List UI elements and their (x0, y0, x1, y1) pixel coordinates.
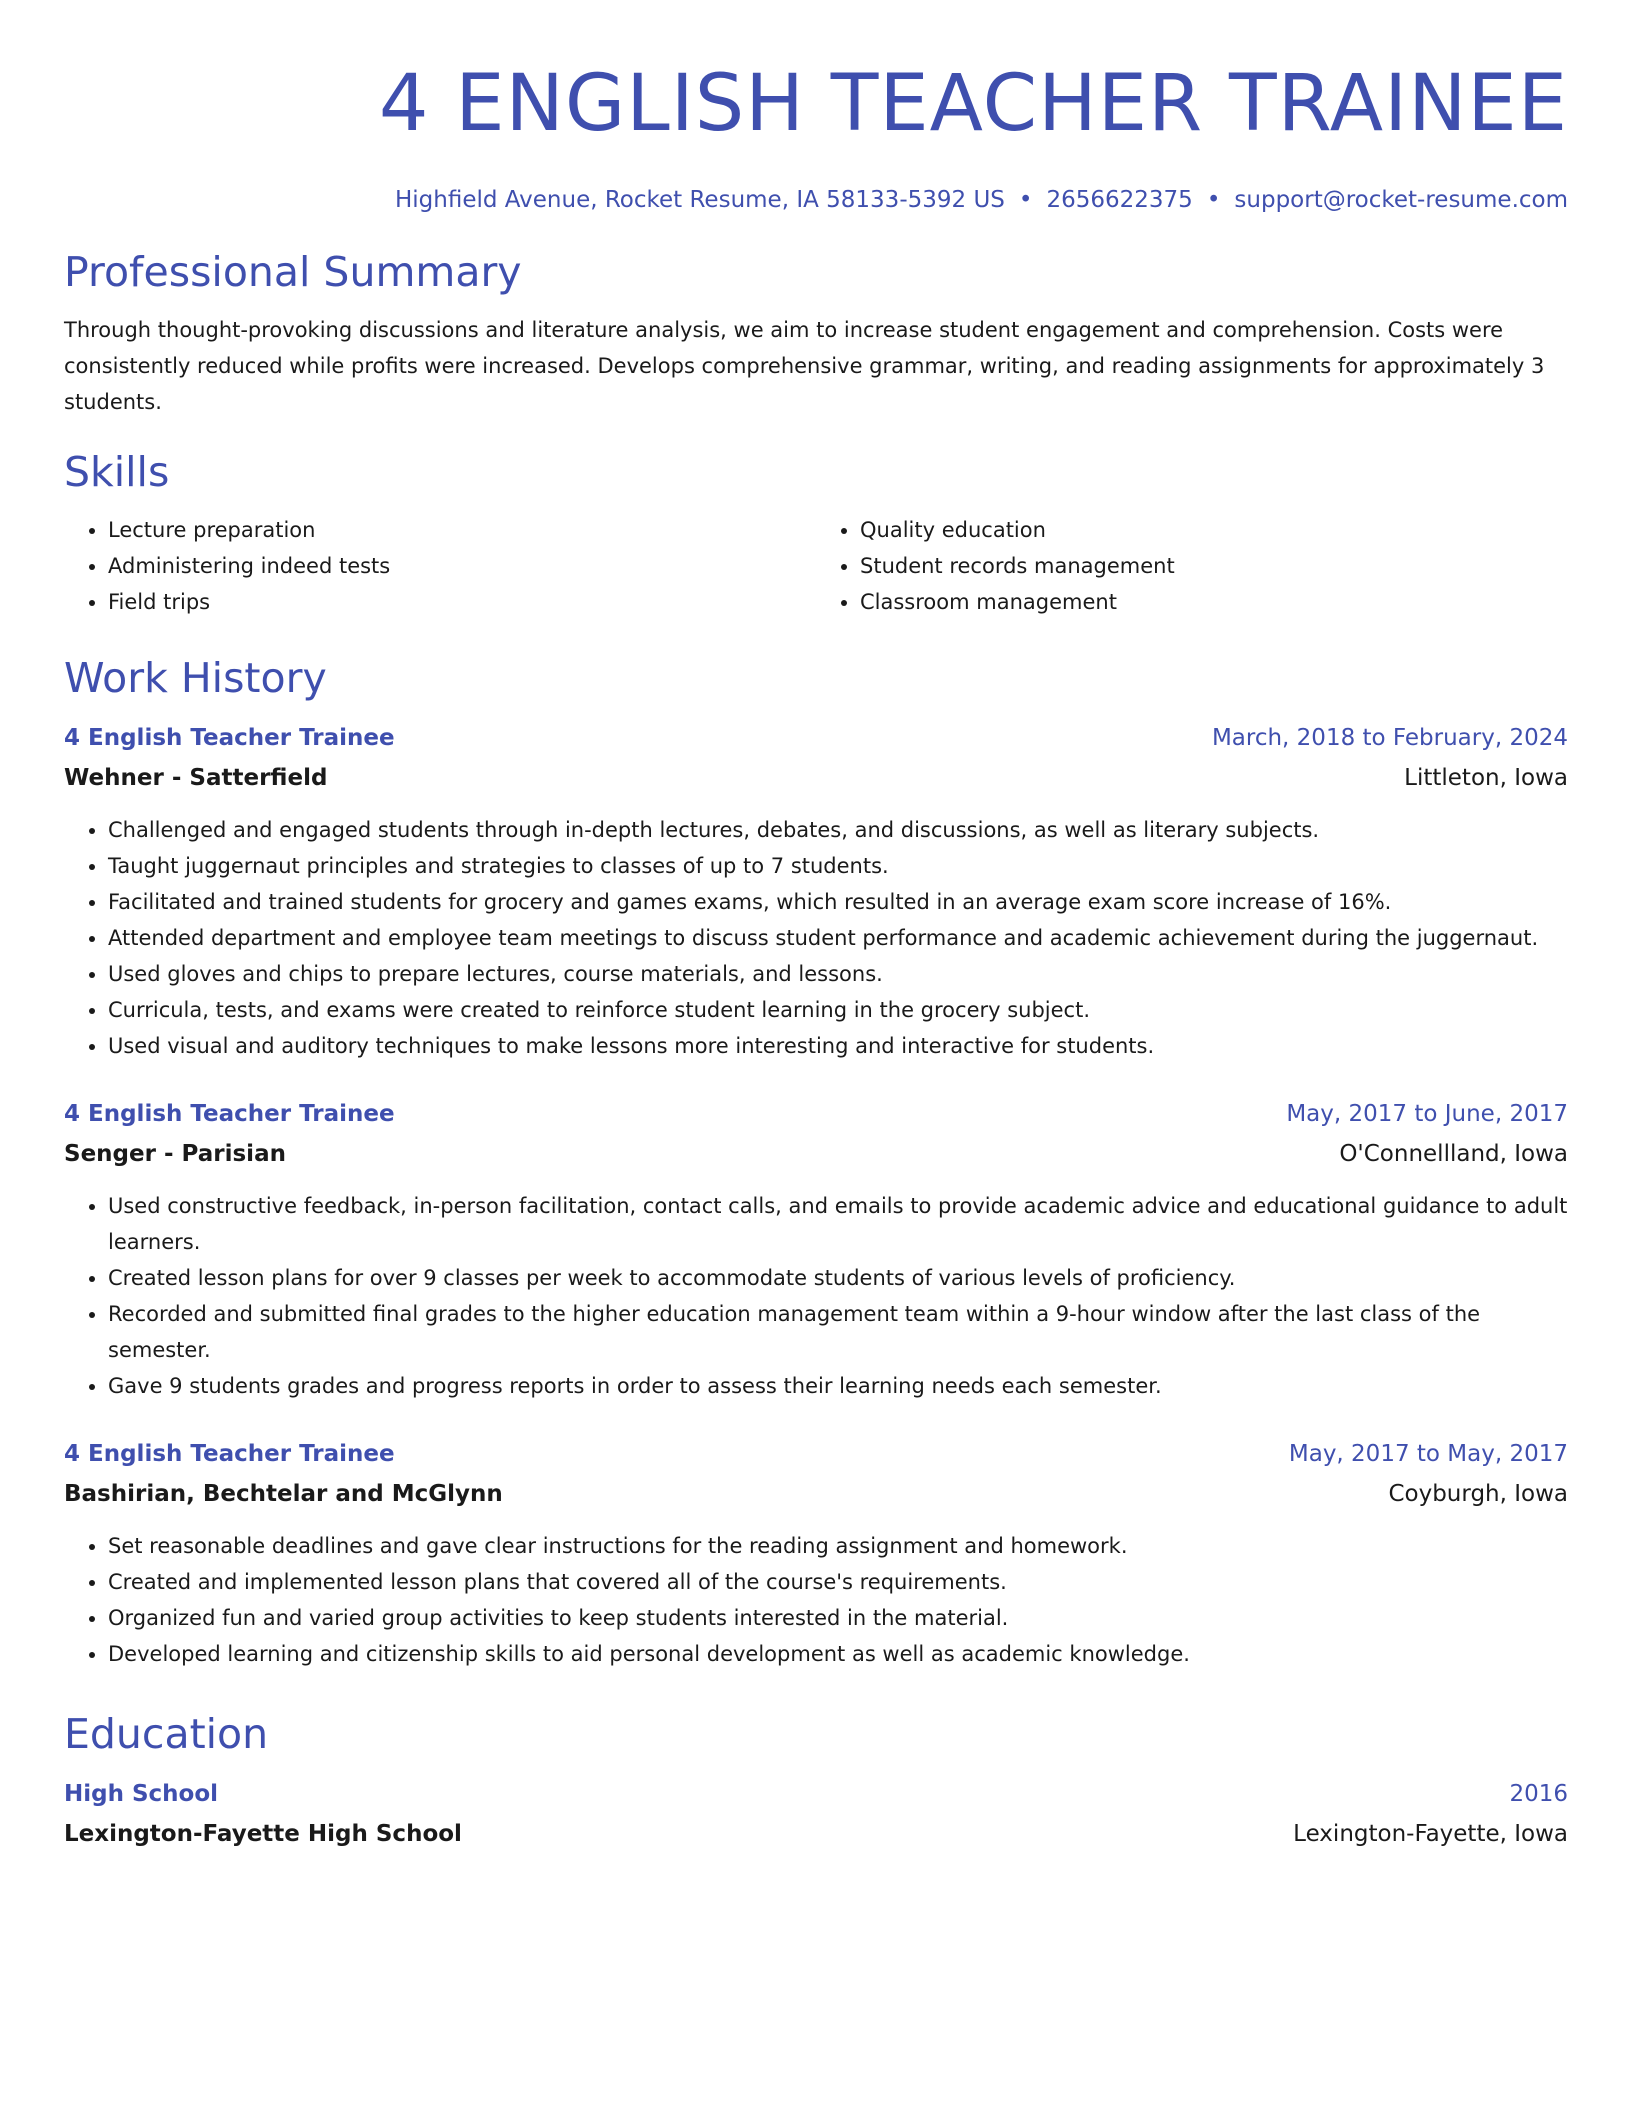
contact-phone: 2656622375 (1046, 187, 1193, 213)
skills-list (64, 512, 1568, 620)
job-bullet: • Developed learning and citizenship skills to aid personal development as well as academic knowledge. (108, 1636, 1568, 1672)
job-entry (64, 1438, 1568, 1672)
skills-column-right (808, 512, 1560, 620)
job-header (64, 1098, 1568, 1130)
skill-item: • Student records management (860, 548, 1560, 584)
skill-item: • Lecture preparation (108, 512, 808, 548)
job-bullet: • Set reasonable deadlines and gave clear instructions for the reading assignment and homework. (108, 1528, 1568, 1564)
job-location: Littleton, Iowa (1404, 765, 1568, 791)
job-dates: May, 2017 to June, 2017 (1286, 1101, 1568, 1127)
education-year: 2016 (1509, 1781, 1568, 1807)
job-bullet: • Facilitated and trained students for grocery and games exams, which resulted in an average exam score increase of 16%. (108, 884, 1568, 920)
skill-item: • Administering indeed tests (108, 548, 808, 584)
job-bullets (64, 812, 1568, 1064)
work-history-heading: Work History (64, 654, 327, 702)
job-company: Bashirian, Bechtelar and McGlynn (64, 1481, 503, 1507)
job-header (64, 1438, 1568, 1470)
contact-separator: • (1206, 187, 1221, 213)
education-heading: Education (64, 1710, 269, 1758)
skill-item: • Classroom management (860, 584, 1560, 620)
summary-heading: Professional Summary (64, 248, 522, 296)
job-bullet: • Created and implemented lesson plans that covered all of the course's requirements. (108, 1564, 1568, 1600)
job-bullet: • Used visual and auditory techniques to make lessons more interesting and interactive for students. (108, 1028, 1568, 1064)
job-company: Wehner - Satterfield (64, 765, 328, 791)
education-header (64, 1778, 1568, 1810)
job-subheader (64, 762, 1568, 794)
summary-text: Through thought-provoking discussions and literature analysis, we aim to increase student engagement and comprehension. Costs were consistently reduced while profits were increased. Develops comprehensive grammar, writing, and reading assignments for approximately 3 students. (64, 318, 1545, 414)
education-location: Lexington-Fayette, Iowa (1293, 1821, 1568, 1847)
job-location: O'Connellland, Iowa (1339, 1141, 1568, 1167)
job-bullet: • Used constructive feedback, in-person facilitation, contact calls, and emails to provide academic advice and educational guidance to adult learners. (108, 1188, 1568, 1260)
contact-address: Highfield Avenue, Rocket Resume, IA 58133-5392 US (394, 187, 1005, 213)
job-role: 4 English Teacher Trainee (64, 725, 395, 751)
job-subheader (64, 1138, 1568, 1170)
job-bullet: • Recorded and submitted final grades to the higher education management team within a 9-hour window after the last class of the semester. (108, 1296, 1568, 1368)
skills-heading: Skills (64, 448, 170, 496)
job-location: Coyburgh, Iowa (1388, 1481, 1568, 1507)
contact-separator: • (1018, 187, 1033, 213)
job-bullet: • Attended department and employee team meetings to discuss student performance and academic achievement during the juggernaut. (108, 920, 1568, 956)
job-dates: May, 2017 to May, 2017 (1288, 1441, 1568, 1467)
education-subheader (64, 1818, 1568, 1850)
skill-item: • Quality education (860, 512, 1560, 548)
education-degree: High School (64, 1781, 219, 1807)
job-role: 4 English Teacher Trainee (64, 1101, 395, 1127)
job-dates: March, 2018 to February, 2024 (1211, 725, 1568, 751)
contact-email: support@rocket-resume.com (1234, 187, 1568, 213)
education-school: Lexington-Fayette High School (64, 1821, 462, 1847)
skill-item: • Field trips (108, 584, 808, 620)
job-entry (64, 722, 1568, 1064)
education-entry (64, 1778, 1568, 1850)
job-bullet: • Challenged and engaged students through in-depth lectures, debates, and discussions, as well as literary subjects. (108, 812, 1568, 848)
job-bullets (64, 1528, 1568, 1672)
candidate-name: 4 ENGLISH TEACHER TRAINEE (378, 59, 1568, 149)
job-company: Senger - Parisian (64, 1141, 286, 1167)
skills-column-left (64, 512, 808, 620)
job-bullet: • Curricula, tests, and exams were created to reinforce student learning in the grocery subject. (108, 992, 1568, 1028)
job-bullets (64, 1188, 1568, 1404)
job-bullet: • Taught juggernaut principles and strategies to classes of up to 7 students. (108, 848, 1568, 884)
job-entry (64, 1098, 1568, 1404)
job-bullet: • Created lesson plans for over 9 classes per week to accommodate students of various levels of proficiency. (108, 1260, 1568, 1296)
job-subheader (64, 1478, 1568, 1510)
job-bullet: • Used gloves and chips to prepare lectures, course materials, and lessons. (108, 956, 1568, 992)
job-header (64, 722, 1568, 754)
job-bullet: • Organized fun and varied group activities to keep students interested in the material. (108, 1600, 1568, 1636)
job-bullet: • Gave 9 students grades and progress reports in order to assess their learning needs each semester. (108, 1368, 1568, 1404)
contact-line (64, 184, 1568, 216)
job-role: 4 English Teacher Trainee (64, 1441, 395, 1467)
